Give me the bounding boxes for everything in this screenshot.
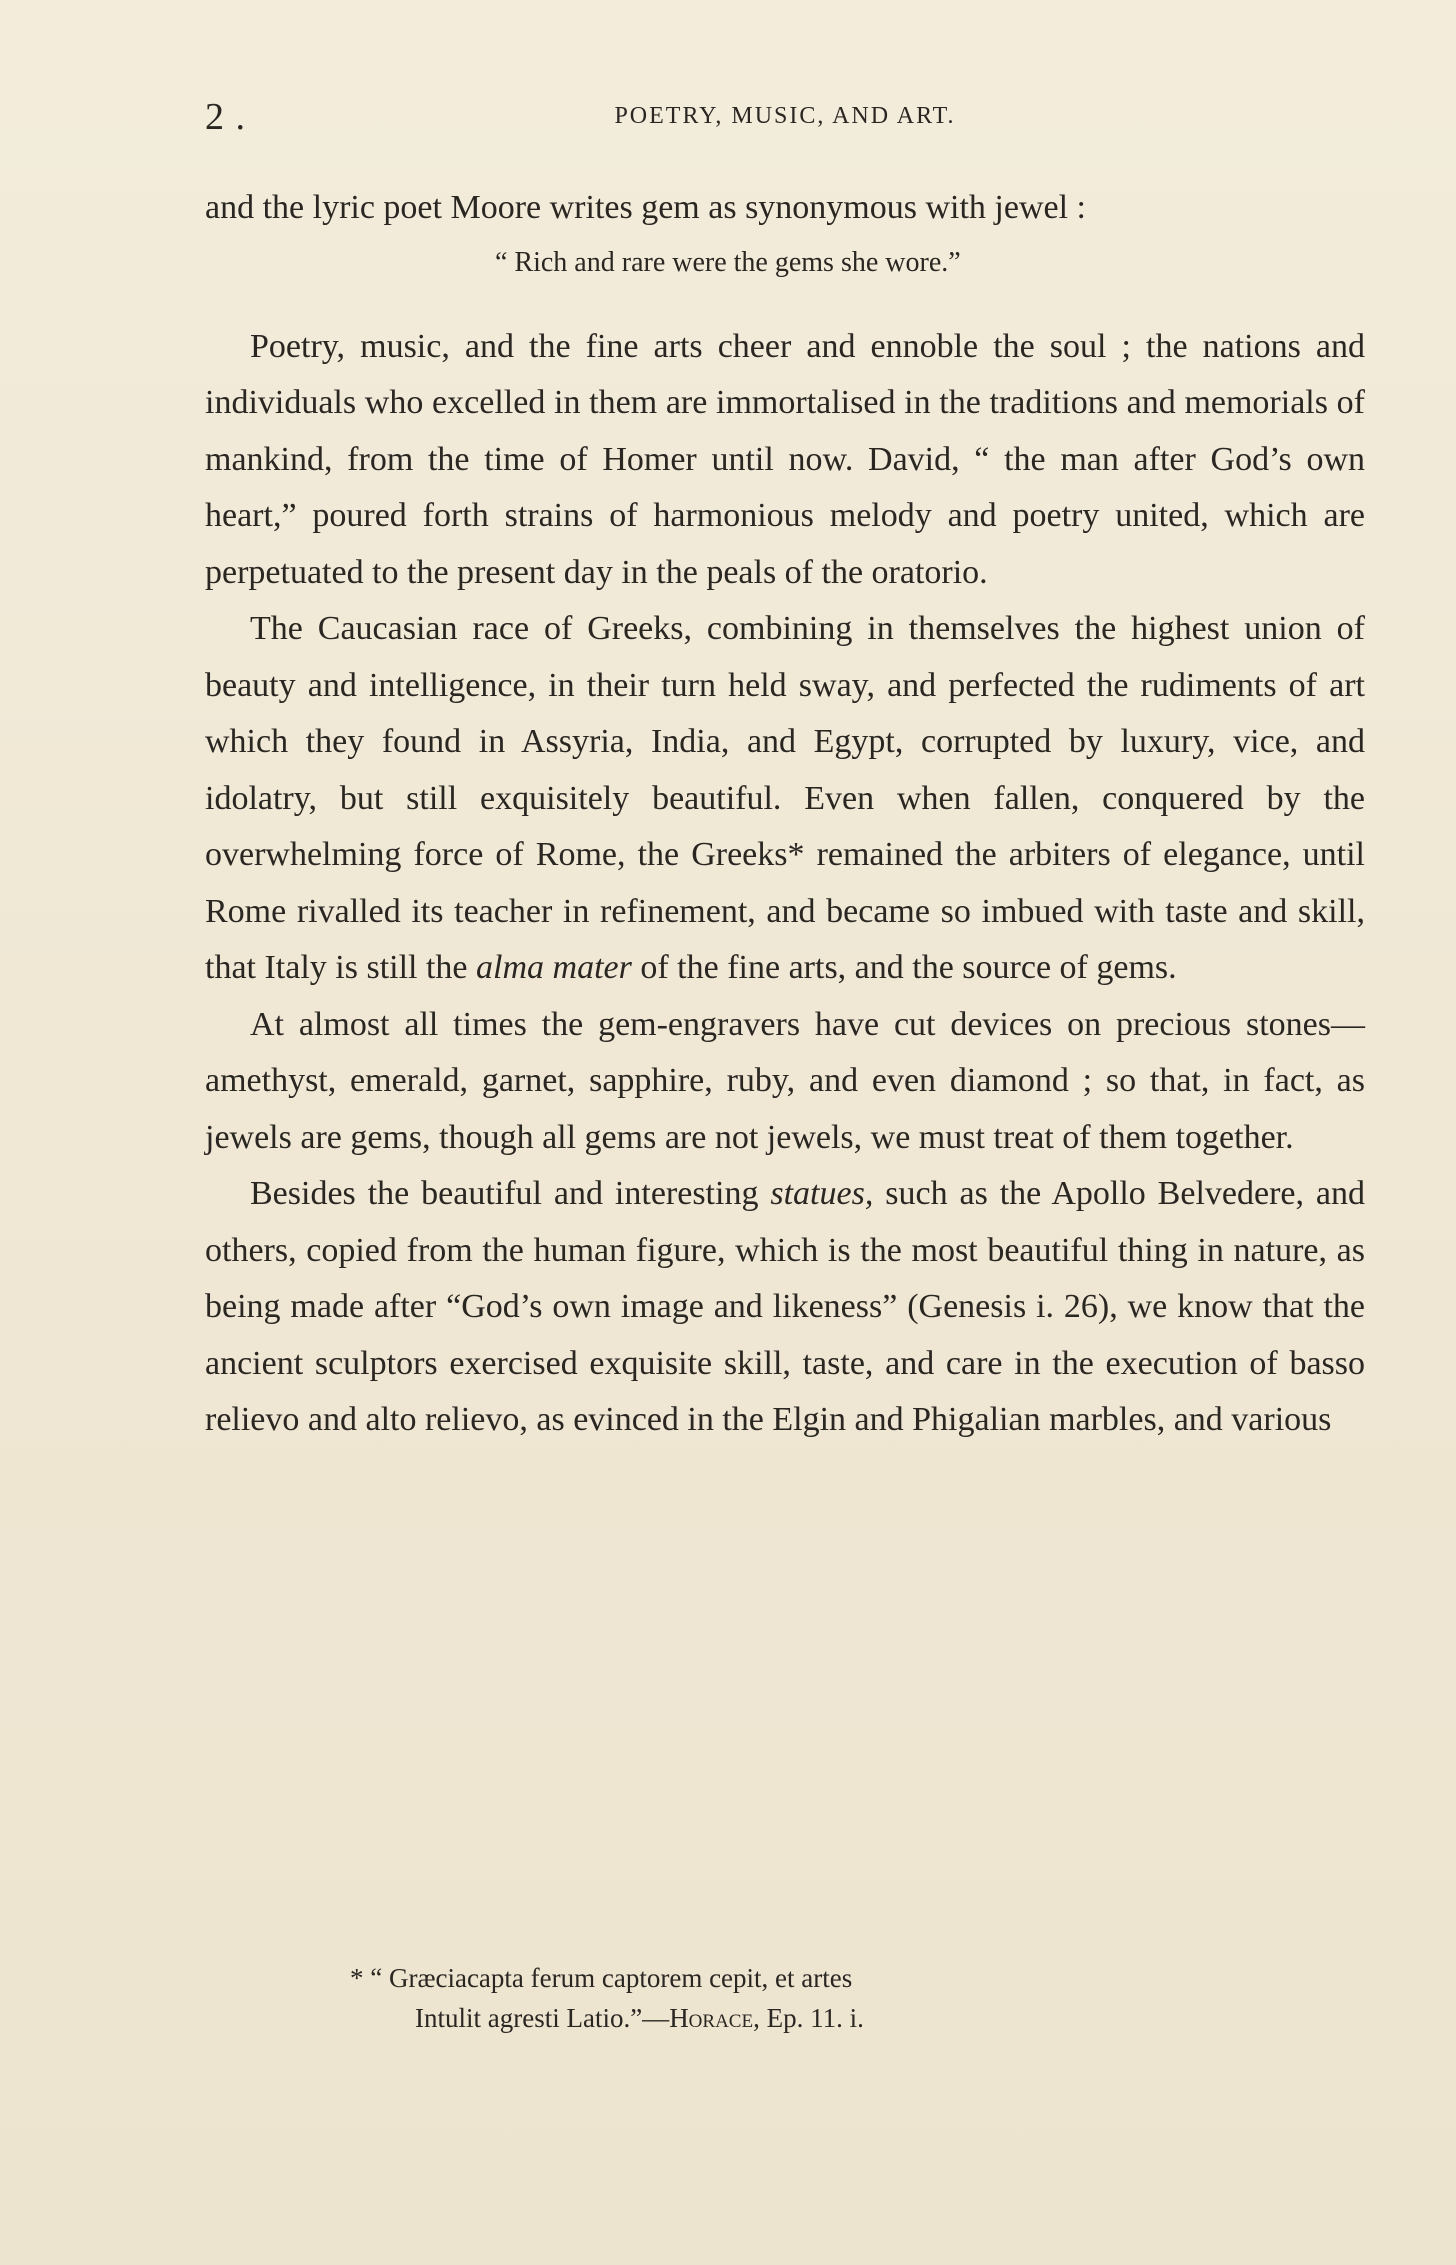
paragraph-poetry-music: Poetry, music, and the fine arts cheer and ennoble the soul ; the nations and individuals who excelled in them are immortalised in the traditions and memorials of mankind, from the time of Homer until now. David, “ the man after God’s own heart,” poured forth strains of harmonious melody and poetry united, which are perpetuated to the present day in the peals of the oratorio. [205, 327, 1365, 591]
footnote-author: Horace [669, 2003, 754, 2033]
paragraph-statues-start: Besides the beautiful and interesting [250, 1175, 771, 1212]
paragraph-statues [205, 1166, 1365, 1449]
paragraph-greeks-start: The Caucasian race of Greeks, combining in themselves the highest union of beauty and intelligence, in their turn held sway, and perfected the rudiments of art which they found in Assyria, India, and Egypt, corrupted by luxury, vice, and idolatry, but still exquisitely beautiful. Even when fallen, conquered by the overwhelming force of Rome, the Greeks* [205, 610, 1365, 873]
alma-mater-italic: alma mater [476, 949, 632, 986]
footnote-line-2-start: Intulit agresti Latio.”— [415, 2003, 670, 2033]
running-head: POETRY, MUSIC, AND ART. [614, 103, 956, 129]
verse-quote: “ Rich and rare were the gems she wore.” [495, 246, 961, 278]
statues-italic: statues, [770, 1175, 874, 1212]
paragraph-greeks-mid: remained the arbiters of elegance, until Rome rivalled its teacher in refinement, and became so imbued with taste and skill, that Italy is still the [205, 836, 1365, 986]
paragraph-greeks [205, 601, 1365, 997]
footnote-line-1: * “ Græciacapta ferum captorem cepit, et artes [350, 1963, 853, 1993]
page-number: 2 . [205, 96, 246, 138]
paragraph-statues-end: such as the Apollo Belvedere, and others, copied from the human figure, which is the most beautiful thing in nature, as being made after “God’s own image and likeness” (Genesis i. 26), we know that the ancient sculptors exercised exquisite skill, taste, and care in the execution of basso relievo and alto relievo, as evinced in the Elgin and Phigalian marbles, and various [205, 1175, 1366, 1438]
footnote [350, 1958, 1250, 2038]
opening-line: and the lyric poet Moore writes gem as synonymous with jewel : [205, 189, 1086, 226]
paragraph-greeks-end: of the fine arts, and the source of gems. [631, 949, 1177, 986]
body-text [205, 180, 1365, 1449]
paragraph-gem-engravers: At almost all times the gem-engravers have cut devices on precious stones—amethyst, emerald, garnet, sapphire, ruby, and even diamond ; so that, in fact, as jewels are gems, though all gems are not jewels, we must treat of them together. [205, 1005, 1365, 1156]
footnote-line-2 [350, 1998, 1250, 2038]
page-header [205, 95, 1365, 145]
footnote-line-2-end: , Ep. 11. i. [753, 2003, 864, 2033]
